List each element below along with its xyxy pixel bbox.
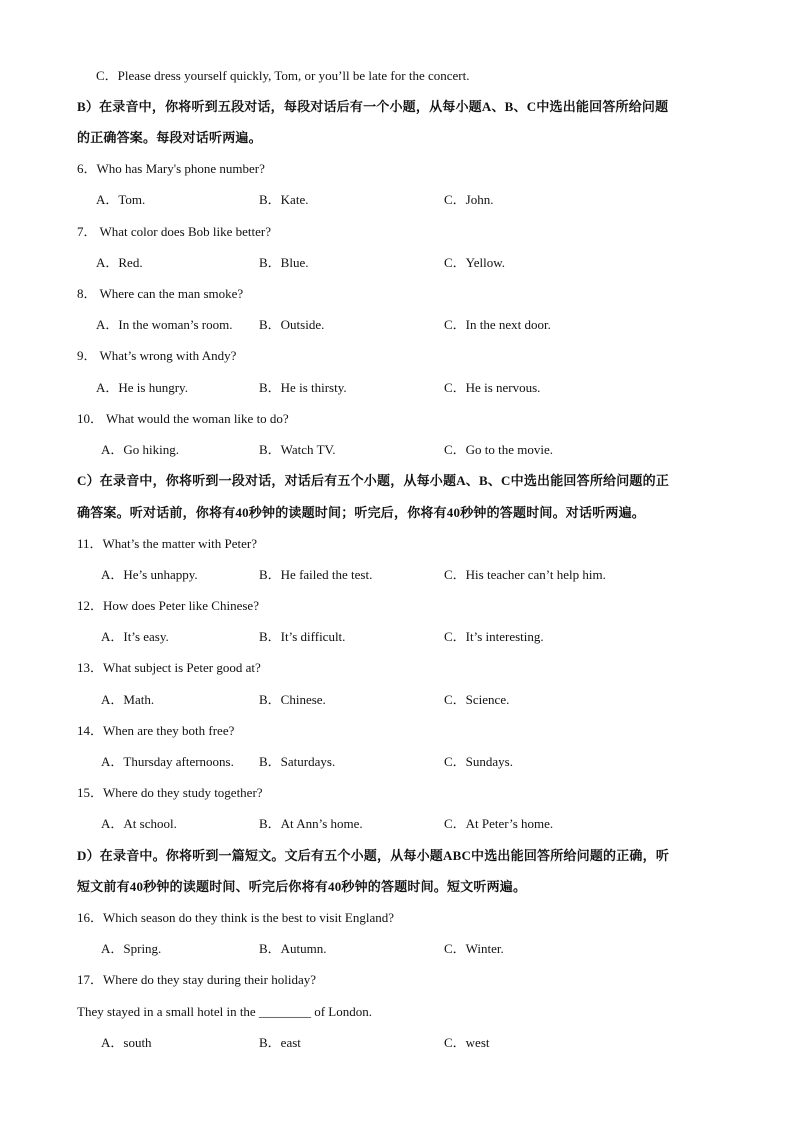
option-b: B．Blue. [259, 255, 309, 270]
option-b: B．Kate. [259, 192, 309, 207]
option-c: C．Go to the movie. [444, 442, 554, 457]
option-c: C．Winter. [444, 941, 504, 956]
question-17: 17．Where do they stay during their holiday? [77, 972, 316, 987]
options-q7 [0, 255, 794, 271]
section-c-instruction-1: C）在录音中，你将听到一段对话，对话后有五个小题，从每小题A、B、C中选出能回答所给问题的正 [77, 473, 670, 488]
option-a: A．He’s unhappy. [101, 567, 198, 582]
option-b: B．Outside. [259, 317, 325, 332]
option-c: C．Sundays. [444, 754, 513, 769]
options-q13 [0, 692, 794, 708]
option-b: B．east [259, 1035, 301, 1050]
option-c: C．John. [444, 192, 494, 207]
question-9: 9． What’s wrong with Andy? [77, 348, 237, 363]
section-b-instruction-1: B）在录音中，你将听到五段对话，每段对话后有一个小题，从每小题A、B、C中选出能回答所给问题 [77, 99, 669, 114]
option-a: A．Math. [101, 692, 155, 707]
option-b: B．It’s difficult. [259, 629, 346, 644]
option-a: A．Red. [96, 255, 143, 270]
question-15: 15．Where do they study together? [77, 785, 263, 800]
option-b: B．At Ann’s home. [259, 816, 363, 831]
option-c: C．west [444, 1035, 490, 1050]
options-q12 [0, 629, 794, 645]
option-b: B．Chinese. [259, 692, 326, 707]
option-a: A．He is hungry. [96, 380, 188, 395]
question-7: 7． What color does Bob like better? [77, 224, 271, 239]
option-a: A．Go hiking. [101, 442, 180, 457]
options-q15 [0, 816, 794, 832]
option-c-q5: C．Please dress yourself quickly, Tom, or you’ll be late for the concert. [96, 68, 470, 83]
question-14: 14．When are they both free? [77, 723, 235, 738]
question-17-stem: They stayed in a small hotel in the ________ of London. [77, 1004, 372, 1019]
option-c: C．His teacher can’t help him. [444, 567, 606, 582]
option-c: C．Science. [444, 692, 510, 707]
question-12: 12．How does Peter like Chinese? [77, 598, 259, 613]
option-b: B．He failed the test. [259, 567, 373, 582]
options-q10 [0, 442, 794, 458]
options-q17 [0, 1035, 794, 1051]
question-11: 11．What’s the matter with Peter? [77, 536, 258, 551]
option-a: A．Tom. [96, 192, 146, 207]
option-a: A．In the woman’s room. [96, 317, 233, 332]
section-d-instruction-1: D）在录音中。你将听到一篇短文。文后有五个小题，从每小题ABC中选出能回答所给问题的正确，听 [77, 848, 670, 863]
option-b: B．Watch TV. [259, 442, 336, 457]
section-b-instruction-2: 的正确答案。每段对话听两遍。 [77, 130, 262, 145]
option-c: C．It’s interesting. [444, 629, 544, 644]
option-b: B．Saturdays. [259, 754, 336, 769]
option-c: C．In the next door. [444, 317, 551, 332]
option-c: C．Yellow. [444, 255, 506, 270]
option-b: B．Autumn. [259, 941, 327, 956]
option-a: A．Spring. [101, 941, 162, 956]
option-a: A．It’s easy. [101, 629, 169, 644]
section-c-instruction-2: 确答案。听对话前，你将有40秒钟的读题时间；听完后，你将有40秒钟的答题时间。对话听两遍。 [77, 505, 646, 520]
question-6: 6．Who has Mary's phone number? [77, 161, 265, 176]
option-a: A．At school. [101, 816, 177, 831]
question-8: 8． Where can the man smoke? [77, 286, 244, 301]
option-c: C．He is nervous. [444, 380, 541, 395]
section-d-instruction-2: 短文前有40秒钟的读题时间、听完后你将有40秒钟的答题时间。短文听两遍。 [77, 879, 527, 894]
option-a: A．south [101, 1035, 152, 1050]
options-q8 [0, 317, 794, 333]
option-a: A．Thursday afternoons. [101, 754, 234, 769]
options-q16 [0, 941, 794, 957]
options-q11 [0, 567, 794, 583]
options-q6 [0, 192, 794, 208]
question-16: 16．Which season do they think is the best to visit England? [77, 910, 395, 925]
options-q9 [0, 380, 794, 396]
question-10: 10． What would the woman like to do? [77, 411, 289, 426]
question-13: 13．What subject is Peter good at? [77, 660, 261, 675]
option-b: B．He is thirsty. [259, 380, 347, 395]
options-q14 [0, 754, 794, 770]
option-c: C．At Peter’s home. [444, 816, 554, 831]
